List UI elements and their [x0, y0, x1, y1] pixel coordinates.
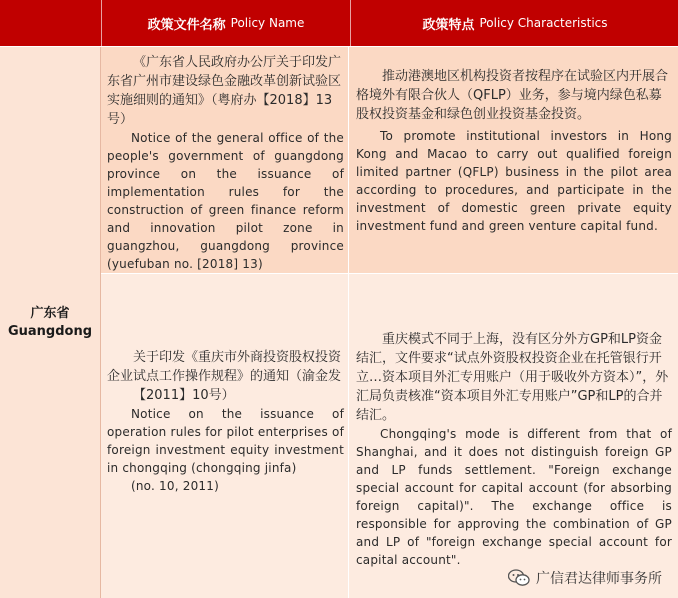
table-header [0, 0, 678, 46]
policy-characteristics-cell [350, 47, 678, 273]
wechat-icon [508, 569, 530, 587]
policy-characteristics-en: Chongqing's mode is different from that of Shanghai, and it does not distinguish foreign GP and LP funds settlement. "Foreign exchange special account for capital account (for absorbing foreign capital)". The exchange office is responsible for approving the combination of GP and LP of "foreign exchange special account for capital account". [356, 427, 672, 567]
header-policy-name [101, 0, 350, 46]
region-cell [0, 47, 101, 598]
policy-name-cell [101, 274, 349, 598]
policy-name-cell [101, 47, 349, 273]
policy-name-en: Notice on the issuance of operation rules for pilot enterprises of foreign investment equity investment in chongqing (chongqing jinfa) [107, 407, 344, 475]
header-policy-characteristics [350, 0, 678, 46]
header-policy-name-zh: 政策文件名称 [147, 17, 226, 33]
watermark-text: 广信君达律师事务所 [536, 571, 662, 587]
watermark [508, 568, 662, 588]
table-row [101, 274, 678, 598]
header-region-cell [0, 0, 100, 46]
policy-characteristics-zh: 推动港澳地区机构投资者按程序在试验区内开展合格境外有限合伙人（QFLP）业务，参与境内绿色私募股权投资基金和绿色创业投资基金投资。 [356, 69, 669, 122]
table-row [101, 47, 678, 274]
policy-name-en: Notice of the general office of the people's government of guangdong province on the issuance of implementation rules for the construction of green finance reform and innovation pilot zone in guangzhou, guangdong province (yuefuban no. [2018] 13) [107, 131, 344, 271]
policy-name-zh-number: 【2011】10号） [133, 388, 235, 403]
policy-name-zh: 《广东省人民政府办公厅关于印发广东省广州市建设绿色金融改革创新试验区实施细则的通知》（粤府办【2018】13号） [107, 55, 342, 127]
header-policy-name-en: Policy Name [230, 16, 305, 30]
region-name-zh: 广东省 [30, 305, 70, 321]
region-name-en: Guangdong [7, 323, 93, 339]
policy-characteristics-zh: 重庆模式不同于上海，没有区分外方GP和LP资金结汇，文件要求“试点外资股权投资企业在托管银行开立…资本项目外汇专用账户（用于吸收外方资本）”，外汇局负责核准“资本项目外汇专用账户”GP和LP的合并结汇。 [356, 332, 669, 423]
header-policy-characteristics-en: Policy Characteristics [479, 16, 608, 30]
policy-name-en-number: (no. 10, 2011) [131, 479, 219, 493]
policy-characteristics-cell [350, 274, 678, 598]
policy-name-zh: 关于印发《重庆市外商投资股权投资企业试点工作操作规程》的通知（渝金发 [107, 350, 342, 384]
policy-characteristics-en: To promote institutional investors in Hong Kong and Macao to carry out qualified foreign limited partner (QFLP) business in the pilot area according to procedures, and participate in the investment of domestic green private equity investment fund and green venture capital fund. [356, 129, 672, 233]
header-policy-characteristics-zh: 政策特点 [422, 17, 475, 33]
